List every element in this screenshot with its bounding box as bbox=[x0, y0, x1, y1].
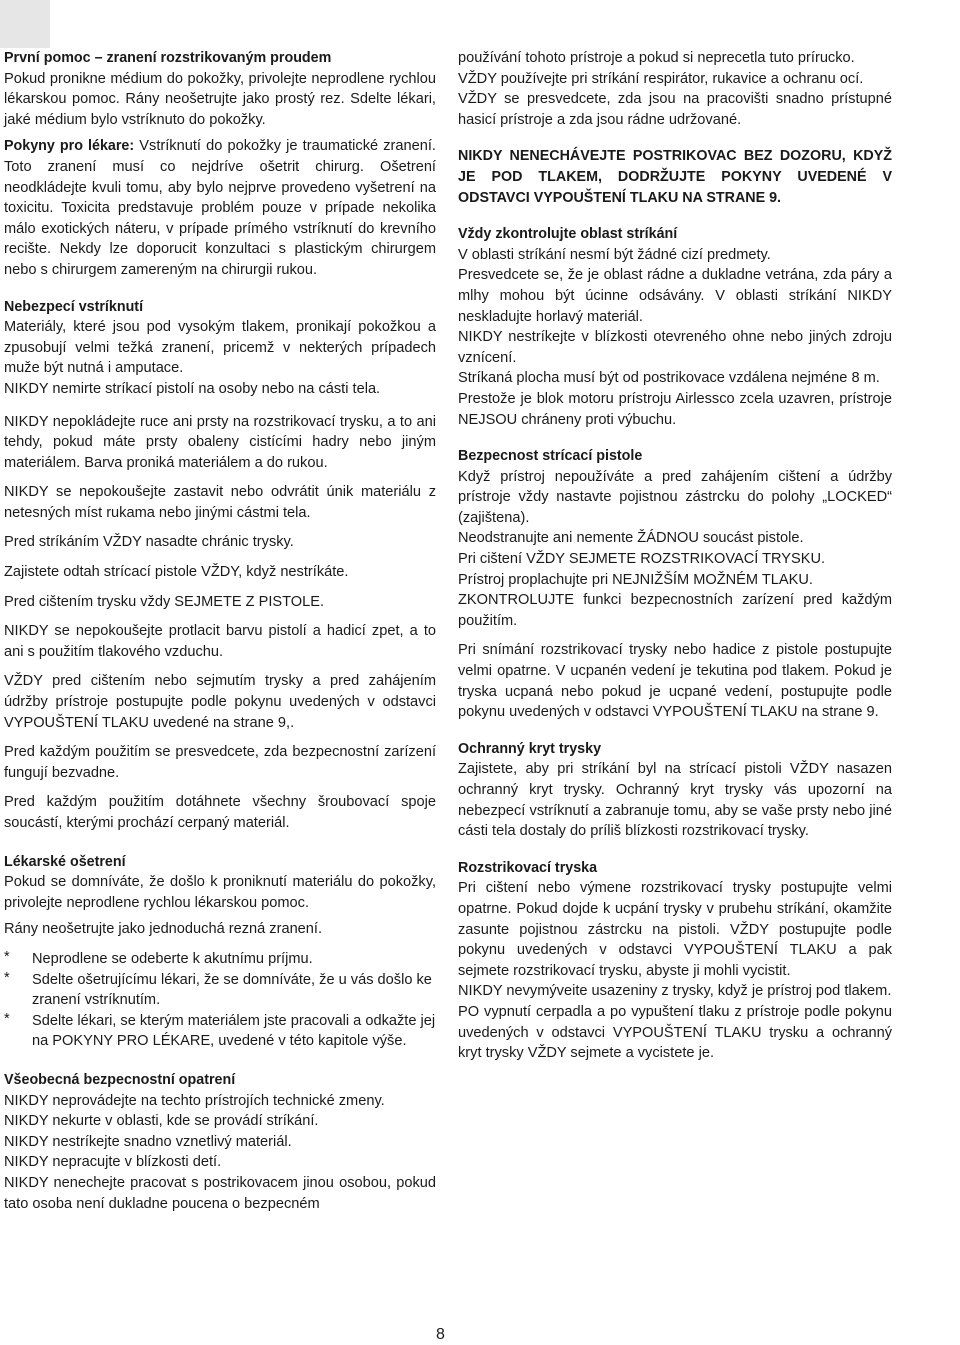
spray-area-line: Presvedcete se, že je oblast rádne a dukladne vetrána, zda páry a mlhy mohou být úcinne odsávány. V oblasti stríkání NIKDY neskladujte horlavý materiál. bbox=[458, 267, 892, 325]
paragraph: Pred cištením trysku vždy SEJMETE Z PISTOLE. bbox=[4, 593, 325, 610]
spray-nozzle-line: PO vypnutí cerpadla a po vypuštení tlaku z prístroje podle pokynu uvedených v odstavci VYPOUŠTENÍ TLAKU trysku a ochranný kryt trysky VŽDY sejmete a vycistete je. bbox=[458, 1003, 892, 1062]
spray-area-line: V oblasti stríkání nesmí být žádné cizí predmety. bbox=[458, 246, 771, 263]
nozzle-guard-section bbox=[458, 739, 892, 842]
list-item bbox=[4, 949, 436, 970]
medical-treatment-list bbox=[4, 949, 436, 1052]
general-safety-line: NIKDY neprovádejte na techto prístrojích technické zmeny. bbox=[4, 1092, 385, 1109]
paragraph: NIKDY nepokládejte ruce ani prsty na rozstrikovací trysku, a to ani tehdy, pokud máte prsty obaleny cistícími hadry nebo jiným materiálem. Barva proniká materiálem a do rukou. bbox=[4, 413, 436, 471]
spray-area-line: NIKDY nestríkejte v blízkosti otevreného ohne nebo jiných zdroju vznícení. bbox=[458, 329, 892, 366]
paragraph: Pred každým použitím se presvedcete, zda bezpecnostní zarízení fungují bezvadne. bbox=[4, 744, 436, 781]
doctor-instructions-label: Pokyny pro lékare: bbox=[4, 138, 135, 155]
intro-line: VŽDY používejte pri stríkání respirátor, rukavice a ochranu ocí. bbox=[458, 70, 864, 87]
general-safety-line: NIKDY nenechejte pracovat s postrikovacem jinou osobou, pokud tato osoba není dukladne poucena o bezpecném bbox=[4, 1174, 436, 1212]
list-item bbox=[4, 1011, 436, 1052]
medical-treatment-p2: Rány neošetrujte jako jednoduchá rezná zranení. bbox=[4, 921, 323, 938]
general-safety-line: NIKDY nestríkejte snadno vznetlivý materiál. bbox=[4, 1133, 292, 1150]
first-aid-text: Pokud pronikne médium do pokožky, privolejte neprodlene rychlou lékarskou pomoc. Rány neošetrujte jako prostý rez. Sdelte lékari, jaké médium bylo vstríknuto do pokožky. bbox=[4, 70, 436, 128]
corner-tab bbox=[0, 0, 50, 48]
spray-nozzle-section bbox=[458, 858, 892, 1064]
medical-treatment-section bbox=[4, 852, 436, 914]
gun-safety-line: Neodstranujte ani nemente ŽÁDNOU soucást pistole. bbox=[458, 530, 804, 547]
spray-nozzle-line: NIKDY nevymýveite usazeniny z trysky, když je prístroj pod tlakem. bbox=[458, 983, 892, 1000]
spray-area-line: Stríkaná plocha musí být od postrikovace vzdálena nejméne 8 m. bbox=[458, 370, 880, 387]
list-item-text: Neprodlene se odeberte k akutnímu príjmu. bbox=[32, 950, 313, 967]
paragraph: Pred každým použitím dotáhnete všechny šroubovací spoje soucástí, kterými prochází cerpaný materiál. bbox=[4, 794, 436, 831]
gun-safety-line: Pri cištení VŽDY SEJMETE ROZSTRIKOVACÍ TRYSKU. bbox=[458, 551, 826, 568]
general-safety-line: NIKDY nepracujte v blízkosti detí. bbox=[4, 1154, 222, 1171]
injection-danger-section bbox=[4, 297, 436, 400]
right-intro bbox=[458, 48, 892, 130]
left-column bbox=[4, 48, 436, 1223]
list-item-text: Sdelte lékari, se kterým materiálem jste pracovali a odkažte jej na POKYNY PRO LÉKARE, uvedené v této kapitole výše. bbox=[32, 1012, 436, 1050]
bullet-mark: * bbox=[4, 969, 10, 986]
spray-area-heading: Vždy zkontrolujte oblast stríkání bbox=[458, 226, 678, 243]
spray-nozzle-line: Pri cištení nebo výmene rozstrikovací trysky postupujte velmi opatrne. Pokud dojde k ucpání trysky v prubehu stríkání, okamžite zasunte pojistnou zástrcku na pistoli. VŽDY postupujte podle pokynu uvedených v odstavci VYPOUŠTENÍ TLAKU a pak sejmete rozstrikovací trysku, abyste ji mohli vycistit. bbox=[458, 880, 892, 979]
spray-nozzle-heading: Rozstrikovací tryska bbox=[458, 859, 598, 876]
list-item bbox=[4, 970, 436, 1011]
spray-area-line: Prestože je blok motoru prístroju Airlessco zcela uzavren, prístroje NEJSOU chráneny proti výbuchu. bbox=[458, 390, 892, 428]
paragraph: NIKDY se nepokoušejte protlacit barvu pistolí a hadicí zpet, a to ani s použitím tlakového vzduchu. bbox=[4, 623, 436, 660]
medical-treatment-heading: Lékarské ošetrení bbox=[4, 853, 126, 870]
nozzle-guard-text: Zajistete, aby pri stríkání byl na strícací pistoli VŽDY nasazen ochranný kryt trysky. Ochranný kryt trysky vás upozorní na nebezpecí vstríknutí a zabranuje tomu, aby se vaše prsty nebo jiné cásti tela dostaly do príliš blízkosti rozstrikovací trysky. bbox=[458, 761, 892, 840]
medical-treatment-p1: Pokud se domníváte, že došlo k proniknutí materiálu do pokožky, privolejte neprodlene rychlou lékarskou pomoc. bbox=[4, 874, 436, 911]
injection-danger-heading: Nebezpecí vstríknutí bbox=[4, 298, 144, 315]
paragraph: Zajistete odtah strícací pistole VŽDY, když nestríkáte. bbox=[4, 564, 349, 581]
general-safety-section bbox=[4, 1070, 436, 1214]
bullet-mark: * bbox=[4, 1010, 10, 1027]
right-column bbox=[458, 48, 892, 1073]
page-number: 8 bbox=[436, 1326, 445, 1343]
gun-safety-heading: Bezpecnost strícací pistole bbox=[458, 448, 643, 465]
gun-safety-line: Když prístroj nepoužíváte a pred zahájením cištení a údržby prístroje vždy nastavte pojistnou zástrcku do polohy „LOCKED“ (zajištena). bbox=[458, 468, 892, 526]
bullet-mark: * bbox=[4, 948, 10, 965]
paragraph: Pred stríkáním VŽDY nasadte chránic trysky. bbox=[4, 534, 294, 551]
gun-safety-section bbox=[458, 446, 892, 631]
gun-safety-line: ZKONTROLUJTE funkci bezpecnostních zarízení pred každým použitím. bbox=[458, 592, 892, 629]
intro-line: VŽDY se presvedcete, zda jsou na pracovišti snadno prístupné hasicí prístroje a zda jsou rádne udržované. bbox=[458, 91, 892, 128]
gun-safety-p2: Pri snímání rozstrikovací trysky nebo hadice z pistole postupujte velmi opatrne. V ucpanén vedení je tekutina pod tlakem. Pokud je tryska ucpaná nebo pokud je ucpané vedení, postupujte podle pokynu uvedených v odstavci VYPOUŠTENÍ TLAKU na strane 9. bbox=[458, 642, 892, 721]
doctor-instructions-text: Vstríknutí do pokožky je traumatické zranení. Toto zranení musí co nejdríve ošetrit chirurg. Ošetrení neodkládejte kvuli tomu, aby bylo nejprve provedeno vyšetrení na toxicitu. Toxicita predstavuje problém pouze v prípade nekolika málo exotických náteru, v prípade prímého vstríknutí do krevního recište. Nekdy lze doporucit konzultaci s plastickým chirurgem nebo s chirurgem zamereným na chirurgii rukou. bbox=[4, 138, 436, 278]
first-aid-heading: První pomoc – zranení rozstrikovaným proudem bbox=[4, 50, 332, 66]
injection-danger-p1: Materiály, které jsou pod vysokým tlakem, pronikají pokožkou a zpusobují velmi težká zranení, pricemž v nekterých prípadech muže být nutná i amputace. bbox=[4, 319, 436, 377]
doctor-instructions bbox=[4, 136, 436, 280]
paragraph: NIKDY se nepokoušejte zastavit nebo odvrátit únik materiálu z netesných míst rukama nebo jinými cástmi tela. bbox=[4, 484, 436, 521]
pressure-warning: NIKDY NENECHÁVEJTE POSTRIKOVAC BEZ DOZORU, KDYŽ JE POD TLAKEM, DODRŽUJTE POKYNY UVEDENÉ V ODSTAVCI VYPOUŠTENÍ TLAKU NA STRANE 9. bbox=[458, 148, 892, 206]
first-aid-section bbox=[4, 48, 436, 130]
list-item-text: Sdelte ošetrujícímu lékari, že se domníváte, že u vás došlo ke zranení vstríknutím. bbox=[32, 971, 432, 1009]
injection-danger-p2: NIKDY nemirte stríkací pistolí na osoby nebo na cásti tela. bbox=[4, 380, 381, 397]
spray-area-section bbox=[458, 224, 892, 430]
nozzle-guard-heading: Ochranný kryt trysky bbox=[458, 740, 602, 757]
continuation-text: používání tohoto prístroje a pokud si neprecetla tuto prírucko. bbox=[458, 50, 855, 66]
gun-safety-line: Prístroj proplachujte pri NEJNIŽŠÍM MOŽNÉM TLAKU. bbox=[458, 571, 813, 588]
paragraph: VŽDY pred cištením nebo sejmutím trysky a pred zahájením údržby prístroje postupujte podle pokynu uvedených v odstavci VYPOUŠTENÍ TLAKU uvedené na strane 9,. bbox=[4, 673, 436, 731]
general-safety-heading: Všeobecná bezpecnostní opatrení bbox=[4, 1071, 236, 1088]
general-safety-line: NIKDY nekurte v oblasti, kde se provádí stríkání. bbox=[4, 1113, 319, 1130]
